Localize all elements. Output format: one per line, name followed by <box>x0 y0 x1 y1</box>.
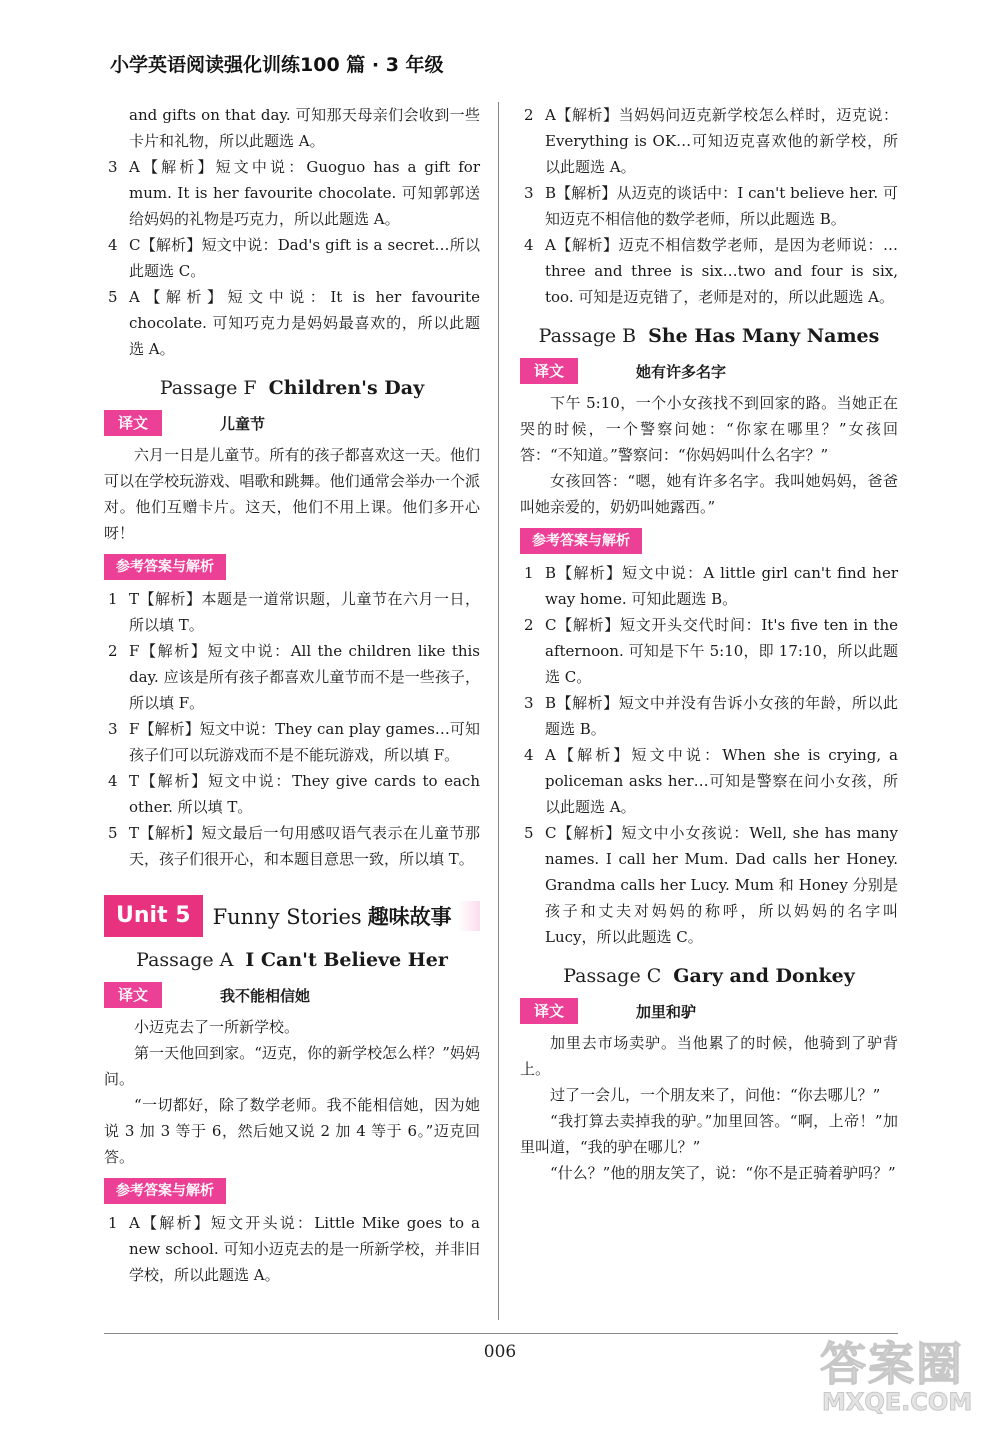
answer-item: 1 T【解析】本题是一道常识题，儿童节在六月一日，所以填 T。 <box>108 590 480 634</box>
answer-item: 5 T【解析】短文最后一句用感叹语气表示在儿童节那天，孩子们很开心，和本题目意思一致，所以填 T。 <box>108 824 480 868</box>
translation-title: 我不能相信她 <box>220 986 311 1005</box>
answer-item: 2 F【解析】短文中说：All the children like this day. 应该是所有孩子都喜欢儿童节而不是一些孩子，所以填 F。 <box>108 642 480 712</box>
answer-item: 4 A【解析】迈克不相信数学老师，是因为老师说：…three and three is six…two and four is six, too. 可知是迈克错了，老师是对的，所以此题选 A。 <box>524 236 898 306</box>
translation-title: 儿童节 <box>220 414 266 433</box>
translation-paragraph: “我打算去卖掉我的驴。”加里回答。“啊，上帝！”加里叫道，“我的驴在哪儿？” <box>520 1112 898 1156</box>
translation-paragraph: 六月一日是儿童节。所有的孩子都喜欢这一天。他们可以在学校玩游戏、唱歌和跳舞。他们通常会举办一个派对。他们互赠卡片。这天，他们不用上课。他们多开心呀！ <box>104 446 480 542</box>
unit-stripe <box>458 901 480 931</box>
answer-item: 4 A【解析】短文中说：When she is crying, a policeman asks her…可知是警察在问小女孩，所以此题选 A。 <box>524 746 898 816</box>
passage-f-title: Passage F Children's Day <box>159 377 425 399</box>
unit-title-cn: 趣味故事 <box>367 904 452 929</box>
continued-text: and gifts on that day. 可知那天母亲们会收到一些卡片和礼物，所以此题选 A。 <box>129 106 480 150</box>
translation-paragraph: “什么？”他的朋友笑了，说：“你不是正骑着驴吗？” <box>550 1164 896 1182</box>
translation-tag: 译文 <box>104 982 162 1008</box>
answer-item: 4 C【解析】短文中说：Dad's gift is a secret…所以此题选 C。 <box>108 236 480 280</box>
translation-paragraph: 小迈克去了一所新学校。 <box>134 1018 300 1036</box>
unit-heading <box>104 894 480 938</box>
answer-item: 3 F【解析】短文中说：They can play games…可知孩子们可以玩游戏而不是不能玩游戏，所以填 F。 <box>108 720 480 764</box>
translation-paragraph: 加里去市场卖驴。当他累了的时候，他骑到了驴背上。 <box>520 1034 898 1078</box>
answer-item: 3 A【解析】短文中说：Guoguo has a gift for mum. It is her favourite chocolate. 可知郭郭送给妈妈的礼物是巧克力，所以此题选 A。 <box>108 158 480 228</box>
answer-item: 4 T【解析】短文中说：They give cards to each other. 所以填 T。 <box>108 772 480 816</box>
answers-tag: 参考答案与解析 <box>520 528 642 554</box>
unit-label: Unit 5 <box>104 895 203 937</box>
translation-tag: 译文 <box>520 998 578 1024</box>
answer-item: 5 A【解析】短文中说：It is her favourite chocolate. 可知巧克力是妈妈最喜欢的，所以此题选 A。 <box>108 288 480 358</box>
watermark-main: 答案圈 <box>820 1337 964 1391</box>
answer-item: 1 A【解析】短文开头说：Little Mike goes to a new school. 可知小迈克去的是一所新学校，并非旧学校，所以此题选 A。 <box>108 1214 480 1284</box>
answer-item: 2 C【解析】短文开头交代时间：It's five ten in the afternoon. 可知是下午 5:10，即 17:10，所以此题选 C。 <box>524 616 898 686</box>
translation-tag: 译文 <box>104 410 162 436</box>
translation-paragraph: 女孩回答：“嗯，她有许多名字。我叫她妈妈，爸爸叫她亲爱的，奶奶叫她露西。” <box>520 472 898 516</box>
translation-title: 加里和驴 <box>636 1002 697 1021</box>
answer-item: 1 B【解析】短文中说：A little girl can't find her way home. 可知此题选 B。 <box>524 564 898 608</box>
answer-item: 2 A【解析】当妈妈问迈克新学校怎么样时，迈克说：Everything is OK…可知迈克喜欢他的新学校，所以此题选 A。 <box>524 106 898 176</box>
watermark-sub: MXQE.COM <box>822 1388 973 1416</box>
answer-item: 3 B【解析】短文中并没有告诉小女孩的年龄，所以此题选 B。 <box>524 694 898 738</box>
passage-b-title: Passage B She Has Many Names <box>538 325 880 347</box>
answers-tag: 参考答案与解析 <box>104 554 226 580</box>
prev-answers-left <box>104 154 480 362</box>
translation-tag: 译文 <box>520 358 578 384</box>
column-divider <box>498 102 499 1320</box>
answer-item: 5 C【解析】短文中小女孩说：Well, she has many names. I call her Mum. Dad calls her Honey. Grandma calls her Lucy. Mum 和 Honey 分别是孩子和丈夫对妈妈的称呼，所以妈妈的名字叫 Lucy，所以此题选 C。 <box>524 824 898 946</box>
translation-paragraph: 过了一会儿，一个朋友来了，问他：“你去哪儿？” <box>550 1086 881 1104</box>
translation-paragraph: 下午 5:10，一个小女孩找不到回家的路。当她正在哭的时候，一个警察问她：“你家在哪里？”女孩回答：“不知道。”警察问：“你妈妈叫什么名字？” <box>520 394 898 464</box>
watermark-logo <box>820 1328 996 1428</box>
passage-a-title: Passage A I Can't Believe Her <box>136 949 448 971</box>
translation-paragraph: 第一天他回到家。“迈克，你的新学校怎么样？”妈妈问。 <box>104 1044 480 1088</box>
translation-title: 她有许多名字 <box>636 362 727 381</box>
answers-tag: 参考答案与解析 <box>104 1178 226 1204</box>
page-header: 小学英语阅读强化训练100 篇 · 3 年级 <box>110 54 444 76</box>
right-column <box>520 102 898 1186</box>
page-number: 006 <box>483 1342 517 1362</box>
left-column <box>104 102 480 1288</box>
answer-item: 3 B【解析】从迈克的谈话中：I can't believe her. 可知迈克不相信他的数学老师，所以此题选 B。 <box>524 184 898 228</box>
unit-title-en: Funny Stories <box>212 905 362 929</box>
footer-rule <box>104 1333 898 1334</box>
translation-paragraph: “一切都好，除了数学老师。我不能相信她，因为她说 3 加 3 等于 6，然后她又说 2 加 4 等于 6。”迈克回答。 <box>104 1096 480 1166</box>
passage-c-title: Passage C Gary and Donkey <box>563 965 855 987</box>
